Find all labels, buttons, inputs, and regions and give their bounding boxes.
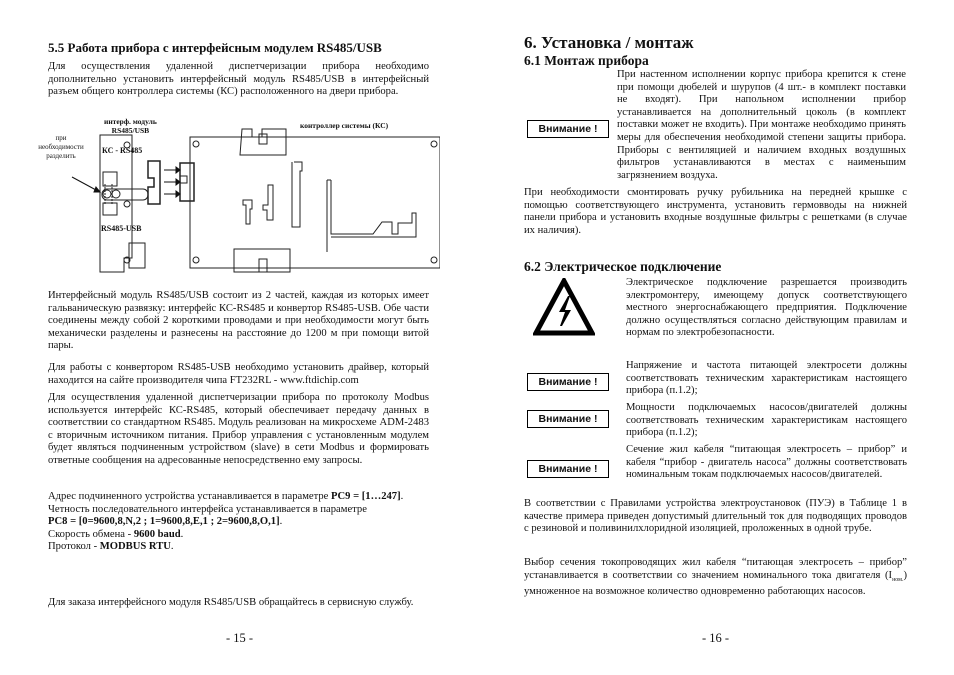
page-number-left: - 15 - — [226, 631, 254, 645]
module-description: Интерфейсный модуль RS485/USB состоит из 2 частей, каждая из которых имеет гальваническую развязку: интерфейс КС-RS485 и конвертор RS485-USB. Обе части соединены между собой 2 короткими проводами и при необходимости могут быть механически разделены и разнесены на расстояние до 1200 м при помощи витой пары. — [48, 290, 429, 352]
pue-paragraph: В соответствии с Правилами устройства электроустановок (ПУЭ) в Таблице 1 в качестве примера приведен допустимый длительный ток для подводящих проводов с резиновой и поливинилхлоридной изоляцией, проложенных в одной трубе. — [524, 498, 907, 535]
label-separate-note — [30, 134, 92, 161]
intro-paragraph: Для осуществления удаленной диспетчеризации прибора необходимо дополнительно установить интерфейсный модуль RS485/USB в интерфейсный разъем общего контроллера системы (КС) расположенного на двери прибора. — [48, 61, 429, 98]
label-kc-rs485: КС - RS485 — [102, 146, 143, 155]
electrical-paragraph: Электрическое подключение разрешается производить электромонтеру, имеющему допуск соответствующего местного энергоснабжающего предприятия. Подключение должно осуществляться согласно действующим правилам и нормам по электробезопасности. — [626, 277, 907, 339]
settings-block — [48, 491, 432, 554]
label-module — [104, 118, 157, 135]
section-title-5-5: 5.5 Работа прибора с интерфейсным модулем RS485/USB — [48, 40, 382, 55]
speed-value: 9600 baud — [133, 528, 181, 540]
chapter-title: 6. Установка / монтаж — [524, 33, 694, 52]
mounting-paragraph: При настенном исполнении корпус прибора крепится к стене при помощи дюбелей и шурупов (4 шт.- в комплект поставки не входят). При напольном исполнении прибор устанавливается на дополнительный цоколь (в комплект поставки может не входить). При монтаже необходимо принять меры для обеспечения необходимой степени защиты прибора. Приборы с вентиляцией и наличием входных воздушных фильтров устанавливаются в местах с наименьшим загрязнением воздуха. — [617, 69, 906, 181]
mount-hole — [124, 201, 130, 207]
parity-value: PC8 = [0=9600,8,N,2 ; 1=9600,8,E,1 ; 2=9600,8,O,1] — [48, 516, 280, 528]
label-module-line1: интерф. модуль — [104, 117, 157, 126]
section-title-6-1: 6.1 Монтаж прибора — [524, 53, 649, 68]
protocol-setting: Протокол - MODBUS RTU. — [48, 541, 174, 553]
selection-text-part2: ) умноженное на возможное количество одновременно работающих насосов. — [524, 569, 907, 598]
parity-setting: PC8 = [0=9600,8,N,2 ; 1=9600,8,E,1 ; 2=9600,8,O,1]. — [48, 516, 283, 528]
speed-setting: Скорость обмена - 9600 baud. — [48, 528, 184, 540]
warning-cable-text: Сечение жил кабеля “питающая электросеть – прибор” и кабеля “прибор - двигатель насоса” должны соответствовать номинальным токам подключаемых насосов/двигателей. — [626, 444, 907, 481]
modbus-paragraph: Для осуществления удаленной диспетчеризации прибора по протоколу Modbus используется интерфейс КС-RS485, который обеспечивает передачу данных в соответствии со стандартном RS485. Модуль реализован на микросхеме ADM-2483 с вторичным источником питания. Прибор управления с установленным модулем будет являться подчиненным устройством (slave) в сети Modbus и формировать ответные сообщения на адресованные непосредственно ему запросы. — [48, 392, 429, 466]
nominal-subscript: ном. — [892, 576, 904, 583]
label-module-line2: RS485/USB — [111, 125, 150, 135]
protocol-label: Протокол - — [48, 541, 100, 553]
note-line2: необходимости — [38, 143, 84, 151]
attention-badge: Внимание ! — [527, 120, 609, 138]
note-line3: разделить — [46, 152, 76, 160]
parity-label: Четность последовательного интерфейса устанавливается в параметре — [48, 503, 367, 515]
speed-label: Скорость обмена - — [48, 528, 134, 540]
page-number-right: - 16 - — [702, 631, 730, 645]
mounting-paragraph-2: При необходимости смонтировать ручку рубильника на передней крышке с помощью соответствующего инструмента, установить гермовводы на нижней панели прибора и установить входные воздушные фильтры с решетками (в случае их наличия). — [524, 187, 907, 236]
order-paragraph: Для заказа интерфейсного модуля RS485/USB обращайтесь в сервисную службу. — [48, 597, 414, 608]
address-label: Адрес подчиненного устройства устанавливается в параметре — [48, 491, 332, 502]
section-title-6-2: 6.2 Электрическое подключение — [524, 259, 722, 274]
protocol-value: MODBUS RTU — [99, 541, 171, 553]
attention-badge: Внимание ! — [527, 410, 609, 428]
module-diagram — [30, 112, 440, 277]
label-controller: контроллер системы (КС) — [300, 121, 389, 130]
label-rs485-usb: RS485-USB — [101, 224, 142, 233]
controller-board-outline — [190, 137, 440, 268]
high-voltage-warning-icon — [533, 278, 595, 336]
address-setting: Адрес подчиненного устройства устанавливается в параметре PC9 = [1…247]. — [48, 491, 404, 502]
warning-voltage-text: Напряжение и частота питающей электросети должны соответствовать техническим характеристикам настоящего прибора (п.1.2); — [626, 360, 907, 397]
note-line1: при — [55, 134, 67, 142]
address-value: PC9 = [1…247] — [331, 491, 401, 502]
cable-selection-paragraph — [524, 557, 907, 599]
attention-badge: Внимание ! — [527, 373, 609, 391]
driver-paragraph: Для работы с конвертором RS485-USB необходимо установить драйвер, который находится на сайте производителя чипа FT232RL - www.ftdichip.com — [48, 362, 429, 386]
selection-text-part1: Выбор сечения токопроводящих жил кабеля “питающая электросеть – прибор” устанавливается в соответствии со значением номинального тока двигателя (I — [524, 557, 907, 581]
warning-power-text: Мощности подключаемых насосов/двигателей должны соответствовать техническим характеристикам настоящего прибора (п.1.2); — [626, 402, 907, 439]
attention-badge: Внимание ! — [527, 460, 609, 478]
